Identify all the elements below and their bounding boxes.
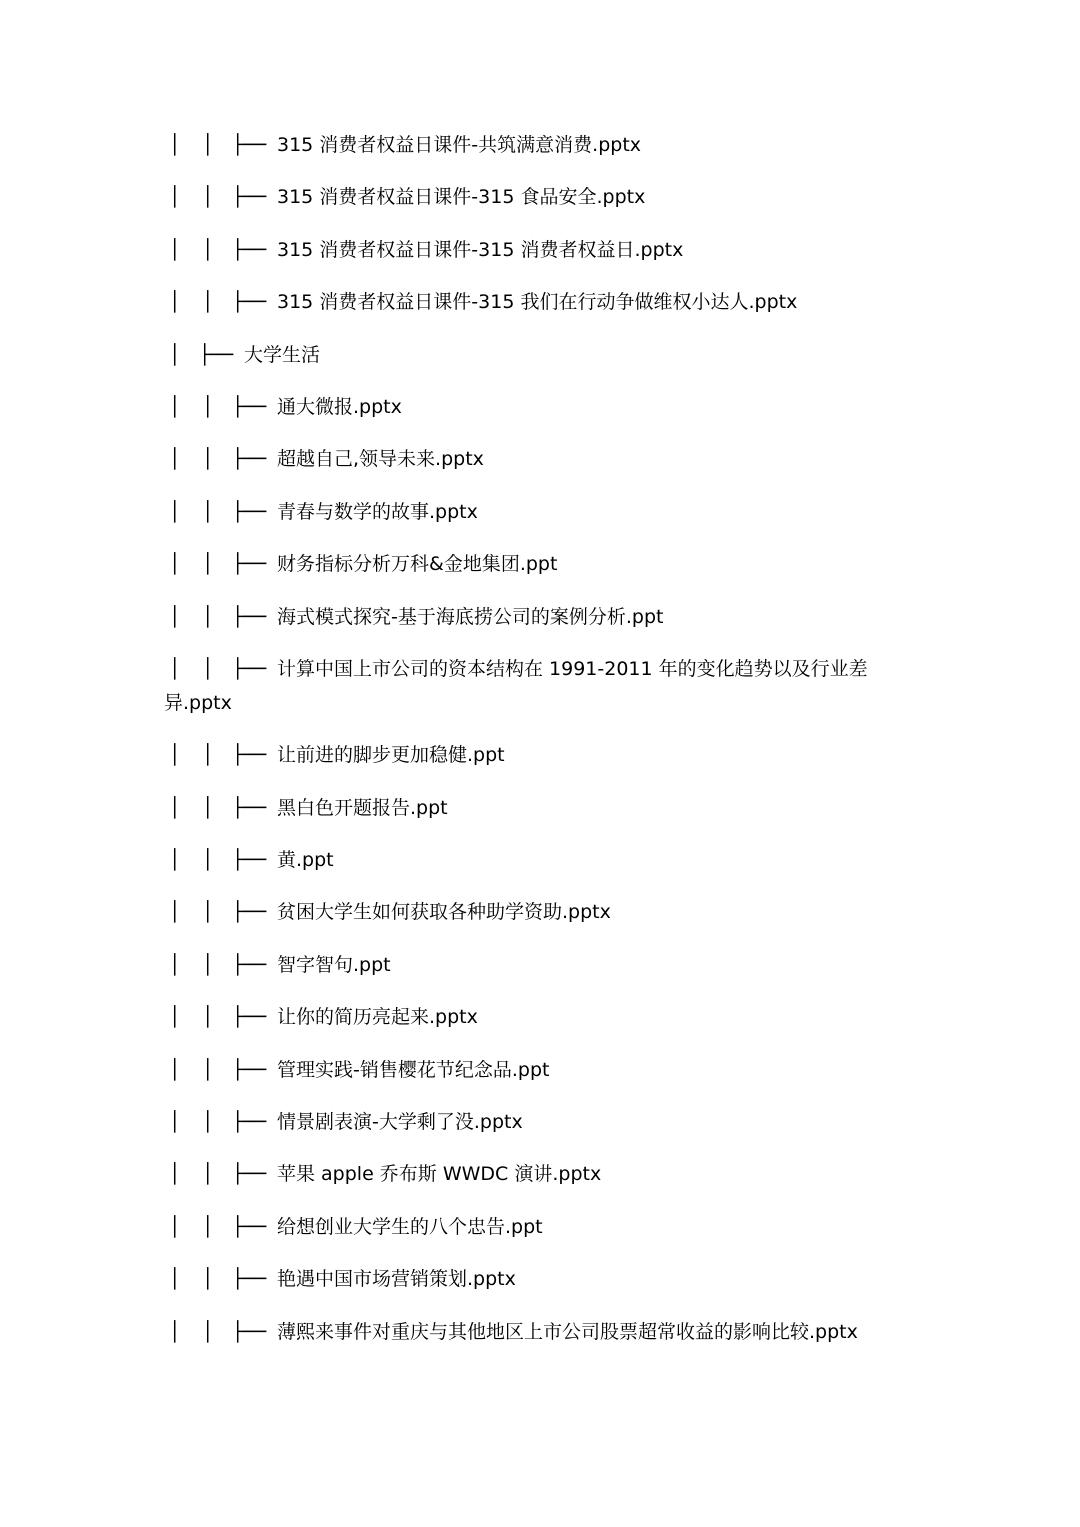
tree-line bbox=[164, 843, 894, 877]
tree-branch: ├── bbox=[232, 186, 267, 209]
tree-pipe: │ bbox=[169, 238, 181, 261]
tree-pipe: │ bbox=[202, 1268, 214, 1291]
tree-branch: ├── bbox=[232, 1111, 267, 1134]
tree-pipe: │ bbox=[169, 448, 181, 471]
tree-pipe: │ bbox=[169, 849, 181, 872]
tree-pipe: │ bbox=[169, 395, 181, 418]
tree-line bbox=[164, 652, 894, 720]
tree-pipe: │ bbox=[169, 744, 181, 767]
tree-pipe: │ bbox=[202, 849, 214, 872]
tree-pipe: │ bbox=[169, 1215, 181, 1238]
tree-branch: ├── bbox=[232, 849, 267, 872]
tree-pipe: │ bbox=[169, 796, 181, 819]
file-name: 计算中国上市公司的资本结构在 1991-2011 年的变化趋势以及行业差异.pptx bbox=[164, 657, 868, 714]
file-name: 315 消费者权益日课件-315 消费者权益日.pptx bbox=[277, 238, 684, 261]
file-name: 智字智句.ppt bbox=[277, 953, 391, 976]
tree-pipe: │ bbox=[169, 657, 181, 680]
tree-pipe: │ bbox=[202, 1006, 214, 1029]
tree-pipe: │ bbox=[169, 343, 181, 366]
tree-line bbox=[164, 495, 894, 529]
tree-line bbox=[164, 233, 894, 267]
tree-pipe: │ bbox=[169, 1320, 181, 1343]
tree-line bbox=[164, 1315, 894, 1349]
tree-line bbox=[164, 1053, 894, 1087]
tree-branch: ├── bbox=[232, 395, 267, 418]
tree-branch: ├── bbox=[232, 238, 267, 261]
file-tree bbox=[164, 128, 894, 1367]
tree-pipe: │ bbox=[202, 500, 214, 523]
tree-line bbox=[164, 390, 894, 424]
tree-line bbox=[164, 895, 894, 929]
tree-branch: ├── bbox=[232, 1058, 267, 1081]
tree-pipe: │ bbox=[169, 1111, 181, 1134]
file-name: 给想创业大学生的八个忠告.ppt bbox=[277, 1215, 543, 1238]
tree-pipe: │ bbox=[202, 1163, 214, 1186]
tree-branch: ├── bbox=[232, 1006, 267, 1029]
tree-line bbox=[164, 948, 894, 982]
tree-pipe: │ bbox=[202, 186, 214, 209]
tree-pipe: │ bbox=[169, 1163, 181, 1186]
tree-branch: ├── bbox=[232, 448, 267, 471]
tree-pipe: │ bbox=[202, 1320, 214, 1343]
file-name: 让前进的脚步更加稳健.ppt bbox=[277, 744, 505, 767]
tree-pipe: │ bbox=[202, 238, 214, 261]
tree-line bbox=[164, 338, 894, 372]
tree-branch: ├── bbox=[232, 657, 267, 680]
tree-line bbox=[164, 1262, 894, 1296]
file-name: 情景剧表演-大学剩了没.pptx bbox=[277, 1111, 523, 1134]
tree-line bbox=[164, 180, 894, 214]
tree-branch: ├── bbox=[232, 1215, 267, 1238]
tree-pipe: │ bbox=[202, 448, 214, 471]
file-name: 黄.ppt bbox=[277, 849, 334, 872]
tree-branch: ├── bbox=[232, 500, 267, 523]
tree-line bbox=[164, 285, 894, 319]
tree-branch: ├── bbox=[232, 291, 267, 314]
tree-pipe: │ bbox=[202, 657, 214, 680]
tree-branch: ├── bbox=[232, 1268, 267, 1291]
tree-pipe: │ bbox=[202, 1111, 214, 1134]
file-name: 315 消费者权益日课件-315 我们在行动争做维权小达人.pptx bbox=[277, 291, 798, 314]
tree-branch: ├── bbox=[232, 605, 267, 628]
tree-pipe: │ bbox=[202, 744, 214, 767]
tree-pipe: │ bbox=[169, 1006, 181, 1029]
tree-branch: ├── bbox=[232, 953, 267, 976]
tree-pipe: │ bbox=[169, 901, 181, 924]
file-name: 艳遇中国市场营销策划.pptx bbox=[277, 1268, 516, 1291]
tree-pipe: │ bbox=[202, 605, 214, 628]
file-name: 超越自己,领导未来.pptx bbox=[277, 448, 484, 471]
tree-branch: ├── bbox=[232, 796, 267, 819]
tree-pipe: │ bbox=[169, 1058, 181, 1081]
tree-pipe: │ bbox=[169, 605, 181, 628]
tree-line bbox=[164, 1000, 894, 1034]
tree-pipe: │ bbox=[169, 500, 181, 523]
tree-pipe: │ bbox=[169, 553, 181, 576]
tree-branch: ├── bbox=[232, 744, 267, 767]
file-name: 通大微报.pptx bbox=[277, 395, 402, 418]
tree-line bbox=[164, 1157, 894, 1191]
file-name: 薄熙来事件对重庆与其他地区上市公司股票超常收益的影响比较.pptx bbox=[277, 1320, 858, 1343]
folder-name: 大学生活 bbox=[244, 343, 321, 366]
file-name: 315 消费者权益日课件-共筑满意消费.pptx bbox=[277, 134, 642, 156]
tree-pipe: │ bbox=[169, 186, 181, 209]
tree-branch: ├── bbox=[232, 553, 267, 576]
tree-branch: ├── bbox=[232, 134, 267, 156]
tree-line bbox=[164, 738, 894, 772]
tree-branch: ├── bbox=[199, 343, 234, 366]
tree-line bbox=[164, 1210, 894, 1244]
tree-pipe: │ bbox=[202, 1058, 214, 1081]
tree-pipe: │ bbox=[202, 901, 214, 924]
tree-pipe: │ bbox=[202, 953, 214, 976]
tree-branch: ├── bbox=[232, 901, 267, 924]
tree-pipe: │ bbox=[169, 134, 181, 156]
tree-pipe: │ bbox=[169, 1268, 181, 1291]
tree-pipe: │ bbox=[202, 1215, 214, 1238]
file-name: 315 消费者权益日课件-315 食品安全.pptx bbox=[277, 186, 646, 209]
tree-pipe: │ bbox=[169, 953, 181, 976]
tree-line bbox=[164, 791, 894, 825]
tree-pipe: │ bbox=[202, 134, 214, 156]
tree-line bbox=[164, 1105, 894, 1139]
tree-line bbox=[164, 442, 894, 476]
file-name: 海式模式探究-基于海底捞公司的案例分析.ppt bbox=[277, 605, 664, 628]
file-name: 让你的简历亮起来.pptx bbox=[277, 1006, 478, 1029]
file-name: 青春与数学的故事.pptx bbox=[277, 500, 478, 523]
tree-line bbox=[164, 600, 894, 634]
file-name: 黑白色开题报告.ppt bbox=[277, 796, 448, 819]
tree-branch: ├── bbox=[232, 1320, 267, 1343]
file-name: 财务指标分析万科&金地集团.ppt bbox=[277, 553, 558, 576]
tree-pipe: │ bbox=[202, 796, 214, 819]
file-name: 管理实践-销售樱花节纪念品.ppt bbox=[277, 1058, 550, 1081]
file-name: 贫困大学生如何获取各种助学资助.pptx bbox=[277, 901, 611, 924]
tree-pipe: │ bbox=[169, 291, 181, 314]
tree-line bbox=[164, 547, 894, 581]
tree-pipe: │ bbox=[202, 553, 214, 576]
tree-line bbox=[164, 128, 894, 162]
tree-branch: ├── bbox=[232, 1163, 267, 1186]
file-name: 苹果 apple 乔布斯 WWDC 演讲.pptx bbox=[277, 1163, 602, 1186]
tree-pipe: │ bbox=[202, 291, 214, 314]
tree-pipe: │ bbox=[202, 395, 214, 418]
